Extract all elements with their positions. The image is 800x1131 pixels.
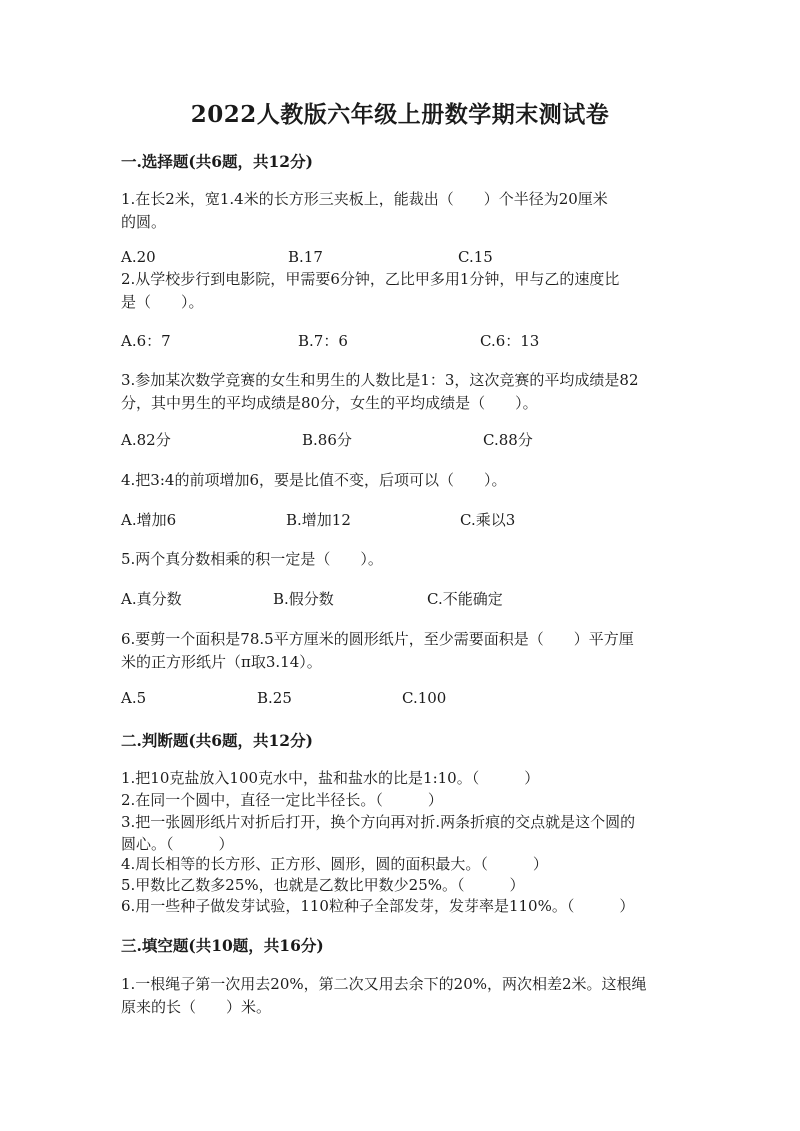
statement: 1.把10克盐放入100克水中，盐和盐水的比是1:10。（ ） [121, 769, 540, 787]
question-text: 5.两个真分数相乘的积一定是（ ）。 [121, 550, 383, 568]
question-text: 分，其中男生的平均成绩是80分，女生的平均成绩是（ ）。 [121, 394, 538, 412]
option-c: C.不能确定 [427, 590, 503, 608]
option-b: B.增加12 [286, 511, 351, 529]
option-b: B.假分数 [273, 590, 334, 608]
statement: 6.用一些种子做发芽试验，110粒种子全部发芽，发芽率是110%。（ ） [121, 897, 635, 915]
option-c: C.15 [458, 248, 493, 266]
statement: 圆心。（ ） [121, 835, 234, 853]
option-a: A.5 [121, 689, 147, 707]
question-text: 4.把3:4的前项增加6，要是比值不变，后项可以（ ）。 [121, 471, 507, 489]
statement: 4.周长相等的长方形、正方形、圆形，圆的面积最大。（ ） [121, 855, 548, 873]
option-a: A.6：7 [121, 332, 171, 350]
statement: 5.甲数比乙数多25%，也就是乙数比甲数少25%。（ ） [121, 876, 525, 894]
question-text: 1.在长2米，宽1.4米的长方形三夹板上，能裁出（ ）个半径为20厘米 [121, 190, 608, 208]
option-a: A.真分数 [121, 590, 182, 608]
question-text: 原来的长（ ）米。 [121, 998, 272, 1016]
option-b: B.25 [257, 689, 292, 707]
statement: 3.把一张圆形纸片对折后打开，换个方向再对折.两条折痕的交点就是这个圆的 [121, 813, 636, 831]
option-c: C.100 [402, 689, 447, 707]
option-a: A.增加6 [121, 511, 177, 529]
question-text: 6.要剪一个面积是78.5平方厘米的圆形纸片，至少需要面积是（ ）平方厘 [121, 630, 634, 648]
statement: 2.在同一个圆中，直径一定比半径长。（ ） [121, 791, 443, 809]
option-c: C.6：13 [480, 332, 540, 350]
question-text: 3.参加某次数学竞赛的女生和男生的人数比是1：3，这次竞赛的平均成绩是82 [121, 371, 639, 389]
section-heading-choice: 一.选择题(共6题，共12分) [121, 152, 313, 171]
option-c: C.88分 [483, 431, 533, 449]
section-heading-fill: 三.填空题(共10题，共16分) [121, 936, 324, 955]
question-text: 1.一根绳子第一次用去20%，第二次又用去余下的20%，两次相差2米。这根绳 [121, 975, 647, 993]
section-heading-judge: 二.判断题(共6题，共12分) [121, 731, 313, 750]
question-text: 是（ ）。 [121, 293, 204, 311]
question-text: 2.从学校步行到电影院，甲需要6分钟，乙比甲多用1分钟，甲与乙的速度比 [121, 270, 620, 288]
option-c: C.乘以3 [460, 511, 516, 529]
page-title: 2022人教版六年级上册数学期末测试卷 [190, 101, 610, 128]
question-text: 的圆。 [121, 213, 167, 231]
option-b: B.86分 [302, 431, 352, 449]
option-b: B.17 [288, 248, 323, 266]
option-b: B.7：6 [298, 332, 348, 350]
option-a: A.20 [121, 248, 156, 266]
option-a: A.82分 [121, 431, 171, 449]
question-text: 米的正方形纸片（π取3.14）。 [121, 653, 322, 671]
